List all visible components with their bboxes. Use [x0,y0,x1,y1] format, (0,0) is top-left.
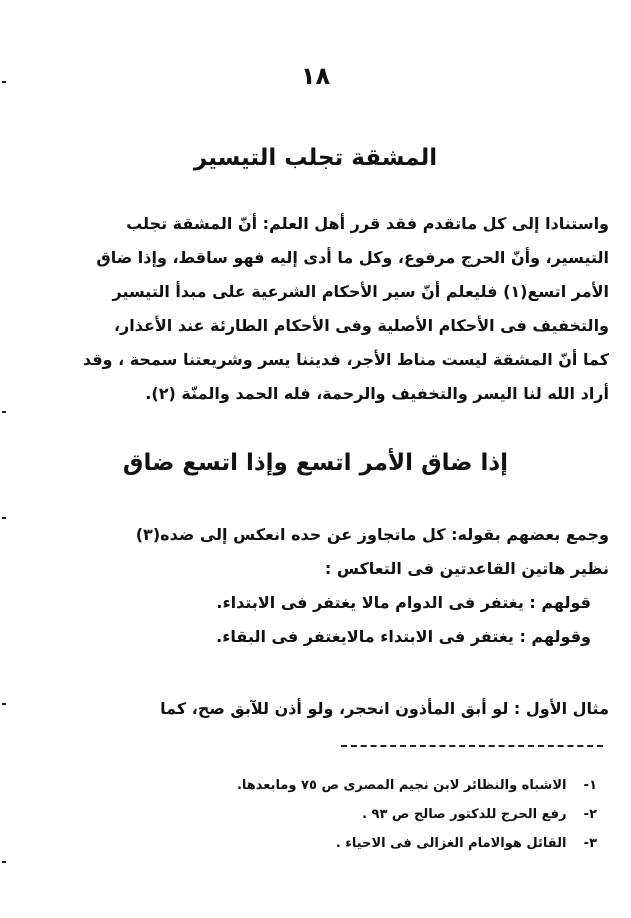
scan-edge-mark [2,703,6,705]
footnotes [117,771,597,858]
page-number: ١٨ [300,62,331,90]
paragraph-line: مثال الأول : لو أبق المأذون انحجر، ولو أذن للآبق صح، كما [160,699,609,718]
paragraph-example [21,692,609,726]
paragraph-hardship [21,207,609,411]
footnote-item [117,771,597,800]
paragraph-line: والتخفيف فى الأحكام الأصلية وفى الأحكام الطارئة عند الأعذار، [113,316,609,335]
section-title-hardship: المشقة تجلب التيسير [193,145,438,171]
footnote-item [117,829,597,858]
footnote-number: ٣- [583,836,597,851]
paragraph-line: الأمر اتسع(١) فليعلم أنّ سير الأحكام الشرعية على مبدأ التيسير [112,282,609,301]
footnote-text: القائل هوالامام الغزالى فى الاحياء . [335,836,567,851]
paragraph-line: قولهم : يغتفر فى الدوام مالا يغتفر فى الابتداء. [216,593,591,612]
paragraph-line: نظير هاتين القاعدتين فى التعاكس : [324,559,609,578]
footnote-text: رفع الحرج للدكتور صالح ص ٩٣ . [362,807,567,822]
paragraph-line: وجمع بعضهم بقوله: كل ماتجاوز عن حده انعكس إلى ضده(٣) [135,525,609,544]
footnote-number: ١- [583,778,597,793]
scan-edge-mark [2,411,6,413]
paragraph-line: واستنادا إلى كل ماتقدم فقد قرر أهل العلم: أنّ المشقة تجلب [126,214,609,233]
section-title-narrow-wide: إذا ضاق الأمر اتسع وإذا اتسع ضاق [122,450,509,476]
paragraph-line: كما أنّ المشقة ليست مناط الأجر، فديننا يسر وشريعتنا سمحة ، وقد [82,350,609,369]
footnote-separator [341,745,603,747]
footnote-item [117,800,597,829]
scan-edge-mark [2,81,6,83]
paragraph-line: وقولهم : يغتفر فى الابتداء مالايغتفر فى البقاء. [216,627,591,646]
footnote-text: الاشباه والنظائر لابن نجيم المصرى ص ٧٥ ومابعدها. [236,778,567,793]
paragraph-line: أراد الله لنا اليسر والتخفيف والرحمة، فله الحمد والمنّة (٢). [145,384,609,403]
paragraph-reversal [21,518,609,654]
scan-edge-mark [2,861,6,863]
footnote-number: ٢- [583,807,597,822]
scan-edge-mark [2,517,6,519]
paragraph-line: التيسير، وأنّ الحرج مرفوع، وكل ما أدى إليه فهو ساقط، وإذا ضاق [96,248,609,267]
